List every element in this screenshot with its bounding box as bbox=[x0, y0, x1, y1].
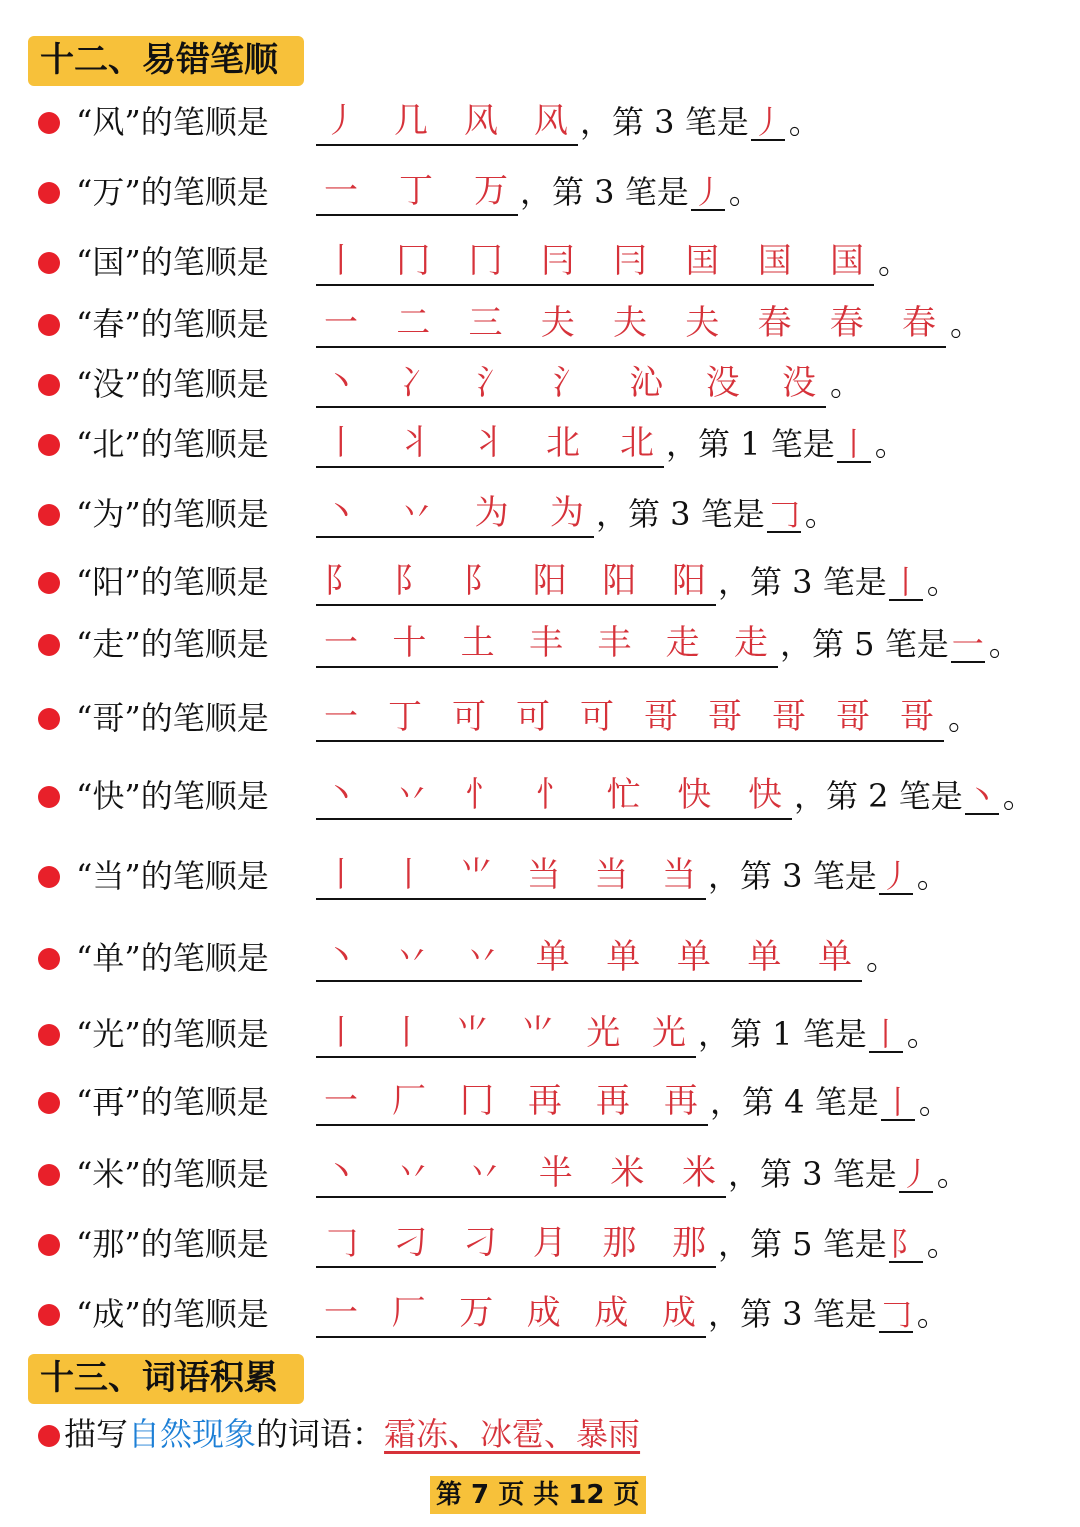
stroke-step: 丶 bbox=[324, 936, 358, 977]
vocab-highlight: 自然现象 bbox=[128, 1415, 257, 1453]
bullet-dot bbox=[38, 1304, 60, 1326]
bullet-dot bbox=[38, 1024, 60, 1046]
stroke-step: 万 bbox=[459, 1292, 494, 1333]
bullet-dot bbox=[38, 948, 60, 970]
stroke-sequence bbox=[316, 1004, 696, 1054]
stroke-answer-line bbox=[316, 232, 874, 286]
bullet-dot bbox=[38, 374, 60, 396]
character-prompt: “光”的笔顺是 bbox=[76, 1015, 269, 1053]
character-prompt: “当”的笔顺是 bbox=[76, 857, 269, 895]
stroke-step: 哥 bbox=[772, 696, 806, 737]
stroke-sequence bbox=[316, 766, 792, 816]
period: 。 bbox=[948, 699, 981, 737]
stroke-step: 成 bbox=[594, 1292, 629, 1333]
nth-stroke-answer: 丿 bbox=[879, 857, 912, 895]
stroke-order-row bbox=[38, 1068, 1060, 1130]
stroke-answer-line bbox=[316, 1214, 716, 1268]
stroke-step: 那 bbox=[602, 1222, 637, 1263]
stroke-step: 氵 bbox=[476, 362, 511, 403]
period: 。 bbox=[874, 425, 907, 463]
stroke-order-row bbox=[38, 88, 1060, 150]
stroke-answer-line bbox=[316, 92, 578, 146]
stroke-step: 可 bbox=[580, 696, 614, 737]
stroke-step: 光 bbox=[586, 1012, 621, 1053]
stroke-step: 丷 bbox=[465, 936, 500, 977]
stroke-step: 冂 bbox=[460, 1080, 494, 1121]
vocab-item bbox=[38, 1412, 640, 1456]
character-prompt: “北”的笔顺是 bbox=[76, 425, 269, 463]
period: 。 bbox=[950, 305, 983, 343]
stroke-order-row bbox=[38, 684, 1060, 746]
stroke-step: 丰 bbox=[597, 622, 632, 663]
page-footer: 第 7 页 共 12 页 bbox=[430, 1476, 646, 1514]
stroke-sequence bbox=[316, 414, 664, 464]
stroke-step: 丨 bbox=[391, 854, 426, 895]
nth-stroke-answer: 丨 bbox=[869, 1015, 902, 1053]
stroke-step: 丨 bbox=[389, 1012, 424, 1053]
stroke-step: 单 bbox=[535, 936, 570, 977]
nth-stroke-prompt: ，第 3 笔是 bbox=[596, 495, 765, 533]
bullet-dot bbox=[38, 634, 60, 656]
row-tail bbox=[520, 172, 761, 212]
stroke-step: 一 bbox=[324, 1080, 358, 1121]
stroke-step: 阝 bbox=[393, 560, 428, 601]
stroke-answer-line bbox=[316, 846, 706, 900]
stroke-sequence bbox=[316, 1072, 708, 1122]
period: 。 bbox=[1002, 777, 1035, 815]
row-tail bbox=[780, 624, 1021, 664]
vocab-middle: 的词语： bbox=[256, 1415, 385, 1453]
stroke-step: 二 bbox=[396, 302, 431, 343]
stroke-answer-line bbox=[316, 162, 518, 216]
stroke-step: 为 bbox=[549, 492, 584, 533]
stroke-answer-line bbox=[316, 484, 594, 538]
nth-stroke-prompt: ，第 3 笔是 bbox=[520, 173, 689, 211]
row-tail bbox=[666, 424, 907, 464]
row-tail bbox=[580, 102, 821, 142]
bullet-dot bbox=[38, 866, 60, 888]
stroke-step: 风 bbox=[464, 100, 498, 141]
stroke-answer-line bbox=[316, 552, 716, 606]
stroke-step: 丨 bbox=[324, 1012, 358, 1053]
stroke-order-row bbox=[38, 842, 1060, 904]
nth-stroke-answer: 𠃌 bbox=[879, 1295, 912, 1333]
stroke-step: 丬 bbox=[398, 422, 432, 463]
stroke-step: 没 bbox=[781, 362, 816, 403]
nth-stroke-prompt: ，第 5 笔是 bbox=[718, 1225, 887, 1263]
stroke-step: 可 bbox=[516, 696, 550, 737]
stroke-order-row bbox=[38, 480, 1060, 542]
stroke-step: 丁 bbox=[388, 696, 422, 737]
stroke-step: 光 bbox=[651, 1012, 686, 1053]
stroke-step: 沁 bbox=[629, 362, 664, 403]
stroke-step: 三 bbox=[468, 302, 503, 343]
stroke-step: 米 bbox=[681, 1152, 716, 1193]
stroke-step: 丨 bbox=[324, 240, 358, 281]
stroke-answer-line bbox=[316, 1072, 708, 1126]
stroke-sequence bbox=[316, 162, 518, 212]
stroke-step: 土 bbox=[460, 622, 495, 663]
bullet-dot bbox=[38, 1164, 60, 1186]
row-tail bbox=[948, 304, 982, 344]
bullet-dot bbox=[38, 572, 60, 594]
stroke-step: 阳 bbox=[532, 560, 567, 601]
period: 。 bbox=[916, 857, 949, 895]
stroke-step: 冂 bbox=[396, 240, 431, 281]
nth-stroke-prompt: ，第 5 笔是 bbox=[780, 625, 949, 663]
stroke-step: 当 bbox=[594, 854, 629, 895]
stroke-order-row bbox=[38, 1140, 1060, 1202]
stroke-step: 一 bbox=[324, 696, 358, 737]
bullet-dot bbox=[38, 252, 60, 274]
character-prompt: “单”的笔顺是 bbox=[76, 939, 269, 977]
stroke-step: 成 bbox=[661, 1292, 696, 1333]
period: 。 bbox=[866, 939, 899, 977]
character-prompt: “快”的笔顺是 bbox=[76, 777, 269, 815]
stroke-step: 北 bbox=[620, 422, 654, 463]
row-tail bbox=[876, 242, 910, 282]
stroke-order-row bbox=[38, 762, 1060, 824]
stroke-step: 丰 bbox=[528, 622, 563, 663]
stroke-order-row bbox=[38, 610, 1060, 672]
stroke-step: 米 bbox=[610, 1152, 645, 1193]
stroke-sequence bbox=[316, 614, 778, 664]
stroke-step: 单 bbox=[606, 936, 641, 977]
period: 。 bbox=[878, 243, 911, 281]
stroke-step: 单 bbox=[676, 936, 711, 977]
row-tail bbox=[596, 494, 837, 534]
nth-stroke-answer: 丿 bbox=[899, 1155, 932, 1193]
stroke-step: 国 bbox=[757, 240, 792, 281]
nth-stroke-prompt: ，第 3 笔是 bbox=[708, 1295, 877, 1333]
nth-stroke-answer: 丿 bbox=[691, 173, 724, 211]
stroke-order-row bbox=[38, 410, 1060, 472]
bullet-dot bbox=[38, 1425, 60, 1447]
stroke-sequence bbox=[316, 552, 716, 602]
period: 。 bbox=[918, 1083, 951, 1121]
bullet-dot bbox=[38, 434, 60, 456]
stroke-step: 一 bbox=[324, 622, 358, 663]
character-prompt: “再”的笔顺是 bbox=[76, 1083, 269, 1121]
row-tail bbox=[728, 1154, 969, 1194]
stroke-sequence bbox=[316, 928, 862, 978]
period: 。 bbox=[788, 103, 821, 141]
stroke-step: 一 bbox=[324, 1292, 358, 1333]
stroke-answer-line bbox=[316, 1004, 696, 1058]
stroke-step: 当 bbox=[661, 854, 696, 895]
stroke-step: 阝 bbox=[463, 560, 498, 601]
stroke-step: 北 bbox=[546, 422, 580, 463]
nth-stroke-prompt: ，第 3 笔是 bbox=[708, 857, 877, 895]
stroke-step: 丶 bbox=[324, 774, 358, 815]
nth-stroke-answer: 丨 bbox=[889, 563, 922, 601]
stroke-sequence bbox=[316, 1144, 726, 1194]
period: 。 bbox=[830, 365, 863, 403]
nth-stroke-prompt: ，第 2 笔是 bbox=[794, 777, 963, 815]
character-prompt: “走”的笔顺是 bbox=[76, 625, 269, 663]
stroke-step: 走 bbox=[733, 622, 768, 663]
row-tail bbox=[708, 856, 949, 896]
stroke-order-row bbox=[38, 548, 1060, 610]
stroke-step: 丶 bbox=[324, 1152, 358, 1193]
row-tail bbox=[698, 1014, 939, 1054]
stroke-step: 成 bbox=[526, 1292, 561, 1333]
stroke-step: 半 bbox=[538, 1152, 573, 1193]
stroke-step: 一 bbox=[324, 170, 358, 211]
stroke-step: 夫 bbox=[613, 302, 647, 343]
stroke-step: 快 bbox=[677, 774, 712, 815]
stroke-step: 冃 bbox=[540, 240, 575, 281]
stroke-step: 再 bbox=[664, 1080, 698, 1121]
stroke-step: 丷 bbox=[399, 492, 434, 533]
stroke-step: 哥 bbox=[836, 696, 870, 737]
character-prompt: “风”的笔顺是 bbox=[76, 103, 269, 141]
stroke-step: 阳 bbox=[602, 560, 637, 601]
stroke-step: 快 bbox=[747, 774, 782, 815]
stroke-step: 夫 bbox=[685, 302, 720, 343]
stroke-step: 风 bbox=[534, 100, 568, 141]
stroke-step: 哥 bbox=[900, 696, 934, 737]
stroke-step: 几 bbox=[394, 100, 428, 141]
stroke-step: 走 bbox=[665, 622, 700, 663]
nth-stroke-prompt: ，第 3 笔是 bbox=[580, 103, 749, 141]
bullet-dot bbox=[38, 314, 60, 336]
stroke-order-row bbox=[38, 1000, 1060, 1062]
stroke-step: 当 bbox=[526, 854, 561, 895]
bullet-dot bbox=[38, 708, 60, 730]
stroke-step: 可 bbox=[452, 696, 486, 737]
nth-stroke-answer: 阝 bbox=[889, 1225, 922, 1263]
row-tail bbox=[794, 776, 1035, 816]
stroke-step: 春 bbox=[902, 302, 936, 343]
stroke-step: 丷 bbox=[467, 1152, 502, 1193]
nth-stroke-answer: 丨 bbox=[881, 1083, 914, 1121]
stroke-step: 忙 bbox=[606, 774, 641, 815]
stroke-step: ⺌ bbox=[520, 1012, 555, 1053]
stroke-answer-line bbox=[316, 294, 946, 348]
stroke-sequence bbox=[316, 354, 826, 404]
stroke-answer-line bbox=[316, 1144, 726, 1198]
row-tail bbox=[710, 1082, 951, 1122]
stroke-step: 忄 bbox=[465, 774, 500, 815]
stroke-order-row bbox=[38, 158, 1060, 220]
stroke-step: 阝 bbox=[324, 560, 358, 601]
bullet-dot bbox=[38, 182, 60, 204]
stroke-sequence bbox=[316, 484, 594, 534]
nth-stroke-answer: 丿 bbox=[751, 103, 784, 141]
stroke-step: 丷 bbox=[394, 936, 429, 977]
stroke-answer-line bbox=[316, 354, 826, 408]
nth-stroke-prompt: ，第 3 笔是 bbox=[718, 563, 887, 601]
bullet-dot bbox=[38, 112, 60, 134]
nth-stroke-answer: 丨 bbox=[837, 425, 870, 463]
row-tail bbox=[718, 562, 959, 602]
bullet-dot bbox=[38, 1234, 60, 1256]
stroke-answer-line bbox=[316, 1284, 706, 1338]
stroke-step: 春 bbox=[757, 302, 792, 343]
stroke-step: 国 bbox=[829, 240, 864, 281]
stroke-step: 丨 bbox=[324, 422, 358, 463]
period: 。 bbox=[916, 1295, 949, 1333]
nth-stroke-answer: 一 bbox=[951, 625, 984, 663]
stroke-step: 没 bbox=[705, 362, 740, 403]
stroke-sequence bbox=[316, 1284, 706, 1334]
character-prompt: “那”的笔顺是 bbox=[76, 1225, 269, 1263]
period: 。 bbox=[906, 1015, 939, 1053]
stroke-step: 丷 bbox=[395, 1152, 430, 1193]
stroke-sequence bbox=[316, 688, 944, 738]
stroke-sequence bbox=[316, 232, 874, 282]
stroke-step: 夫 bbox=[540, 302, 575, 343]
stroke-answer-line bbox=[316, 414, 664, 468]
nth-stroke-prompt: ，第 1 笔是 bbox=[698, 1015, 867, 1053]
nth-stroke-prompt: ，第 4 笔是 bbox=[710, 1083, 879, 1121]
stroke-step: 月 bbox=[532, 1222, 567, 1263]
stroke-order-row bbox=[38, 350, 1060, 412]
nth-stroke-answer: 𠃌 bbox=[767, 495, 800, 533]
stroke-order-row bbox=[38, 290, 1060, 352]
bullet-dot bbox=[38, 504, 60, 526]
section-header-stroke-order: 十二、易错笔顺 bbox=[28, 36, 304, 86]
stroke-step: 丁 bbox=[399, 170, 433, 211]
character-prompt: “为”的笔顺是 bbox=[76, 495, 269, 533]
stroke-order-row bbox=[38, 1210, 1060, 1272]
row-tail bbox=[708, 1294, 949, 1334]
stroke-step: 那 bbox=[671, 1222, 706, 1263]
stroke-answer-line bbox=[316, 766, 792, 820]
stroke-sequence bbox=[316, 92, 578, 142]
stroke-answer-line bbox=[316, 688, 944, 742]
bullet-dot bbox=[38, 1092, 60, 1114]
stroke-step: 哥 bbox=[708, 696, 742, 737]
bullet-dot bbox=[38, 786, 60, 808]
row-tail bbox=[828, 364, 862, 404]
stroke-step: ⺌ bbox=[459, 854, 494, 895]
character-prompt: “阳”的笔顺是 bbox=[76, 563, 269, 601]
stroke-step: 刁 bbox=[393, 1222, 428, 1263]
row-tail bbox=[718, 1224, 959, 1264]
stroke-step: 阳 bbox=[671, 560, 706, 601]
stroke-step: ⺌ bbox=[455, 1012, 490, 1053]
period: 。 bbox=[988, 625, 1021, 663]
stroke-step: 冂 bbox=[468, 240, 503, 281]
character-prompt: “米”的笔顺是 bbox=[76, 1155, 269, 1193]
stroke-step: 刁 bbox=[463, 1222, 498, 1263]
row-tail bbox=[946, 698, 980, 738]
character-prompt: “成”的笔顺是 bbox=[76, 1295, 269, 1333]
stroke-step: 冃 bbox=[613, 240, 648, 281]
character-prompt: “没”的笔顺是 bbox=[76, 365, 269, 403]
nth-stroke-answer: 丶 bbox=[965, 777, 998, 815]
stroke-order-row bbox=[38, 924, 1060, 986]
stroke-step: 丶 bbox=[324, 492, 358, 533]
stroke-order-row bbox=[38, 1280, 1060, 1342]
row-tail bbox=[864, 938, 898, 978]
stroke-step: 忄 bbox=[535, 774, 570, 815]
character-prompt: “国”的笔顺是 bbox=[76, 243, 269, 281]
stroke-step: 再 bbox=[596, 1080, 630, 1121]
period: 。 bbox=[728, 173, 761, 211]
stroke-answer-line bbox=[316, 928, 862, 982]
period: 。 bbox=[936, 1155, 969, 1193]
stroke-sequence bbox=[316, 846, 706, 896]
stroke-step: 哥 bbox=[644, 696, 678, 737]
stroke-step: 丶 bbox=[324, 362, 358, 403]
stroke-sequence bbox=[316, 1214, 716, 1264]
stroke-step: 囯 bbox=[685, 240, 720, 281]
vocab-prefix: 描写 bbox=[64, 1415, 129, 1453]
stroke-step: 为 bbox=[474, 492, 509, 533]
stroke-step: 丿 bbox=[324, 100, 358, 141]
nth-stroke-prompt: ，第 1 笔是 bbox=[666, 425, 835, 463]
stroke-step: 单 bbox=[817, 936, 852, 977]
period: 。 bbox=[926, 563, 959, 601]
stroke-step: 万 bbox=[474, 170, 508, 211]
stroke-step: 丨 bbox=[324, 854, 358, 895]
nth-stroke-prompt: ，第 3 笔是 bbox=[728, 1155, 897, 1193]
character-prompt: “哥”的笔顺是 bbox=[76, 699, 269, 737]
stroke-step: 再 bbox=[528, 1080, 562, 1121]
vocab-words: 霜冻、冰雹、暴雨 bbox=[384, 1415, 641, 1453]
stroke-step: 厂 bbox=[392, 1080, 426, 1121]
stroke-step: 丷 bbox=[394, 774, 429, 815]
stroke-step: 丬 bbox=[472, 422, 506, 463]
stroke-answer-line bbox=[316, 614, 778, 668]
stroke-step: 一 bbox=[324, 302, 358, 343]
stroke-sequence bbox=[316, 294, 946, 344]
stroke-step: 氵 bbox=[552, 362, 587, 403]
period: 。 bbox=[926, 1225, 959, 1263]
stroke-step: 单 bbox=[747, 936, 782, 977]
stroke-order-row bbox=[38, 228, 1060, 290]
stroke-step: 厂 bbox=[391, 1292, 426, 1333]
character-prompt: “春”的笔顺是 bbox=[76, 305, 269, 343]
stroke-step: 𠃌 bbox=[324, 1222, 358, 1263]
character-prompt: “万”的笔顺是 bbox=[76, 173, 269, 211]
period: 。 bbox=[804, 495, 837, 533]
stroke-step: 春 bbox=[829, 302, 864, 343]
section-header-vocabulary: 十三、词语积累 bbox=[28, 1354, 304, 1404]
stroke-step: 冫 bbox=[400, 362, 435, 403]
stroke-step: 十 bbox=[392, 622, 427, 663]
